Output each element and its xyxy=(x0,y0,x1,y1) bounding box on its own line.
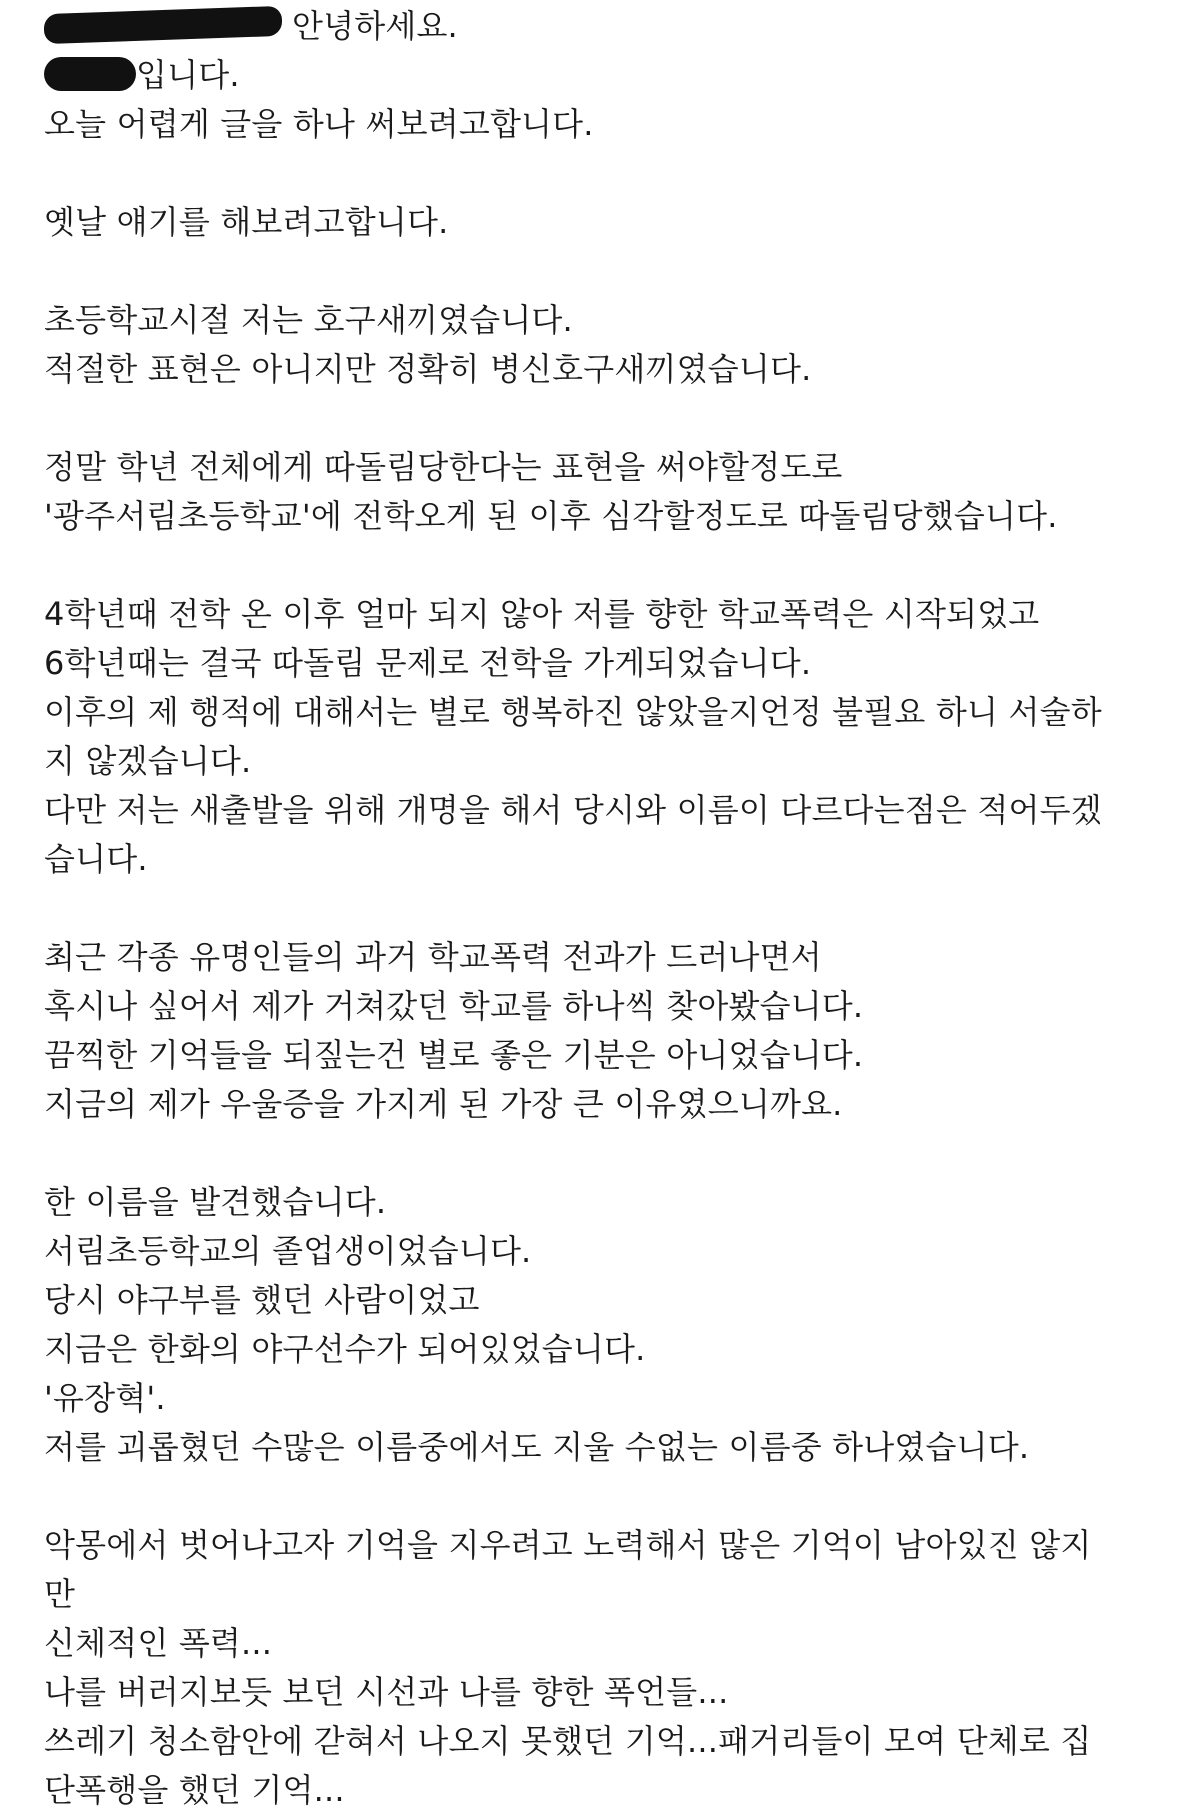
text-line: 악몽에서 벗어나고자 기억을 지우려고 노력해서 많은 기억이 남아있진 않지 xyxy=(44,1526,1092,1564)
paragraph-break xyxy=(44,1472,1174,1521)
text-line: 서림초등학교의 졸업생이었습니다. xyxy=(44,1232,532,1270)
paragraph-break xyxy=(44,884,1174,933)
text-line: 당시 야구부를 했던 사람이었고 xyxy=(44,1281,480,1319)
text-line: 정말 학년 전체에게 따돌림당한다는 표현을 써야할정도로 xyxy=(44,448,843,486)
paragraph-break xyxy=(44,247,1174,296)
post-body xyxy=(44,0,1174,1815)
text-line: 단폭행을 했던 기억... xyxy=(44,1771,345,1809)
text-line: 한 이름을 발견했습니다. xyxy=(44,1183,387,1221)
paragraph-break xyxy=(44,394,1174,443)
text-line: 지금은 한화의 야구선수가 되어있었습니다. xyxy=(44,1330,646,1368)
redacted-author xyxy=(44,57,136,91)
greeting-line xyxy=(44,2,1174,51)
text-line: 신체적인 폭력... xyxy=(44,1624,273,1662)
text-line: 최근 각종 유명인들의 과거 학교폭력 전과가 드러나면서 xyxy=(44,938,822,976)
paragraph-break xyxy=(44,1129,1174,1178)
text-line: 6학년때는 결국 따돌림 문제로 전학을 가게되었습니다. xyxy=(44,644,812,682)
text-line: 4학년때 전학 온 이후 얼마 되지 않아 저를 향한 학교폭력은 시작되었고 xyxy=(44,595,1040,633)
text-line: 옛날 얘기를 해보려고합니다. xyxy=(44,203,449,241)
text-line: 오늘 어렵게 글을 하나 써보려고합니다. xyxy=(44,105,594,143)
post-lines xyxy=(44,100,1174,1815)
text-line: 저를 괴롭혔던 수많은 이름중에서도 지울 수없는 이름중 하나였습니다. xyxy=(44,1428,1030,1466)
intro-text: 입니다. xyxy=(136,56,240,94)
text-line: 만 xyxy=(44,1575,76,1613)
text-line: 다만 저는 새출발을 위해 개명을 해서 당시와 이름이 다르다는점은 적어두겠 xyxy=(44,791,1102,829)
text-line: 이후의 제 행적에 대해서는 별로 행복하진 않았을지언정 불필요 하니 서술하 xyxy=(44,693,1102,731)
text-line: '광주서림초등학교'에 전학오게 된 이후 심각할정도로 따돌림당했습니다. xyxy=(44,497,1058,535)
text-line: 지금의 제가 우울증을 가지게 된 가장 큰 이유였으니까요. xyxy=(44,1085,843,1123)
text-line: 나를 버러지보듯 보던 시선과 나를 향한 폭언들... xyxy=(44,1673,729,1711)
text-line: 습니다. xyxy=(44,840,148,878)
text-line: '유장혁'. xyxy=(44,1379,166,1417)
text-line: 끔찍한 기억들을 되짚는건 별로 좋은 기분은 아니었습니다. xyxy=(44,1036,864,1074)
intro-line xyxy=(44,51,1174,100)
text-line: 초등학교시절 저는 호구새끼였습니다. xyxy=(44,301,573,339)
greeting-text: 안녕하세요. xyxy=(292,7,458,45)
text-line: 쓰레기 청소함안에 갇혀서 나오지 못했던 기억...패거리들이 모여 단체로 집 xyxy=(44,1722,1092,1760)
paragraph-break xyxy=(44,541,1174,590)
paragraph-break xyxy=(44,149,1174,198)
text-line: 적절한 표현은 아니지만 정확히 병신호구새끼였습니다. xyxy=(44,350,812,388)
text-line: 지 않겠습니다. xyxy=(44,742,252,780)
text-line: 혹시나 싶어서 제가 거쳐갔던 학교를 하나씩 찾아봤습니다. xyxy=(44,987,864,1025)
redacted-name xyxy=(44,6,282,44)
